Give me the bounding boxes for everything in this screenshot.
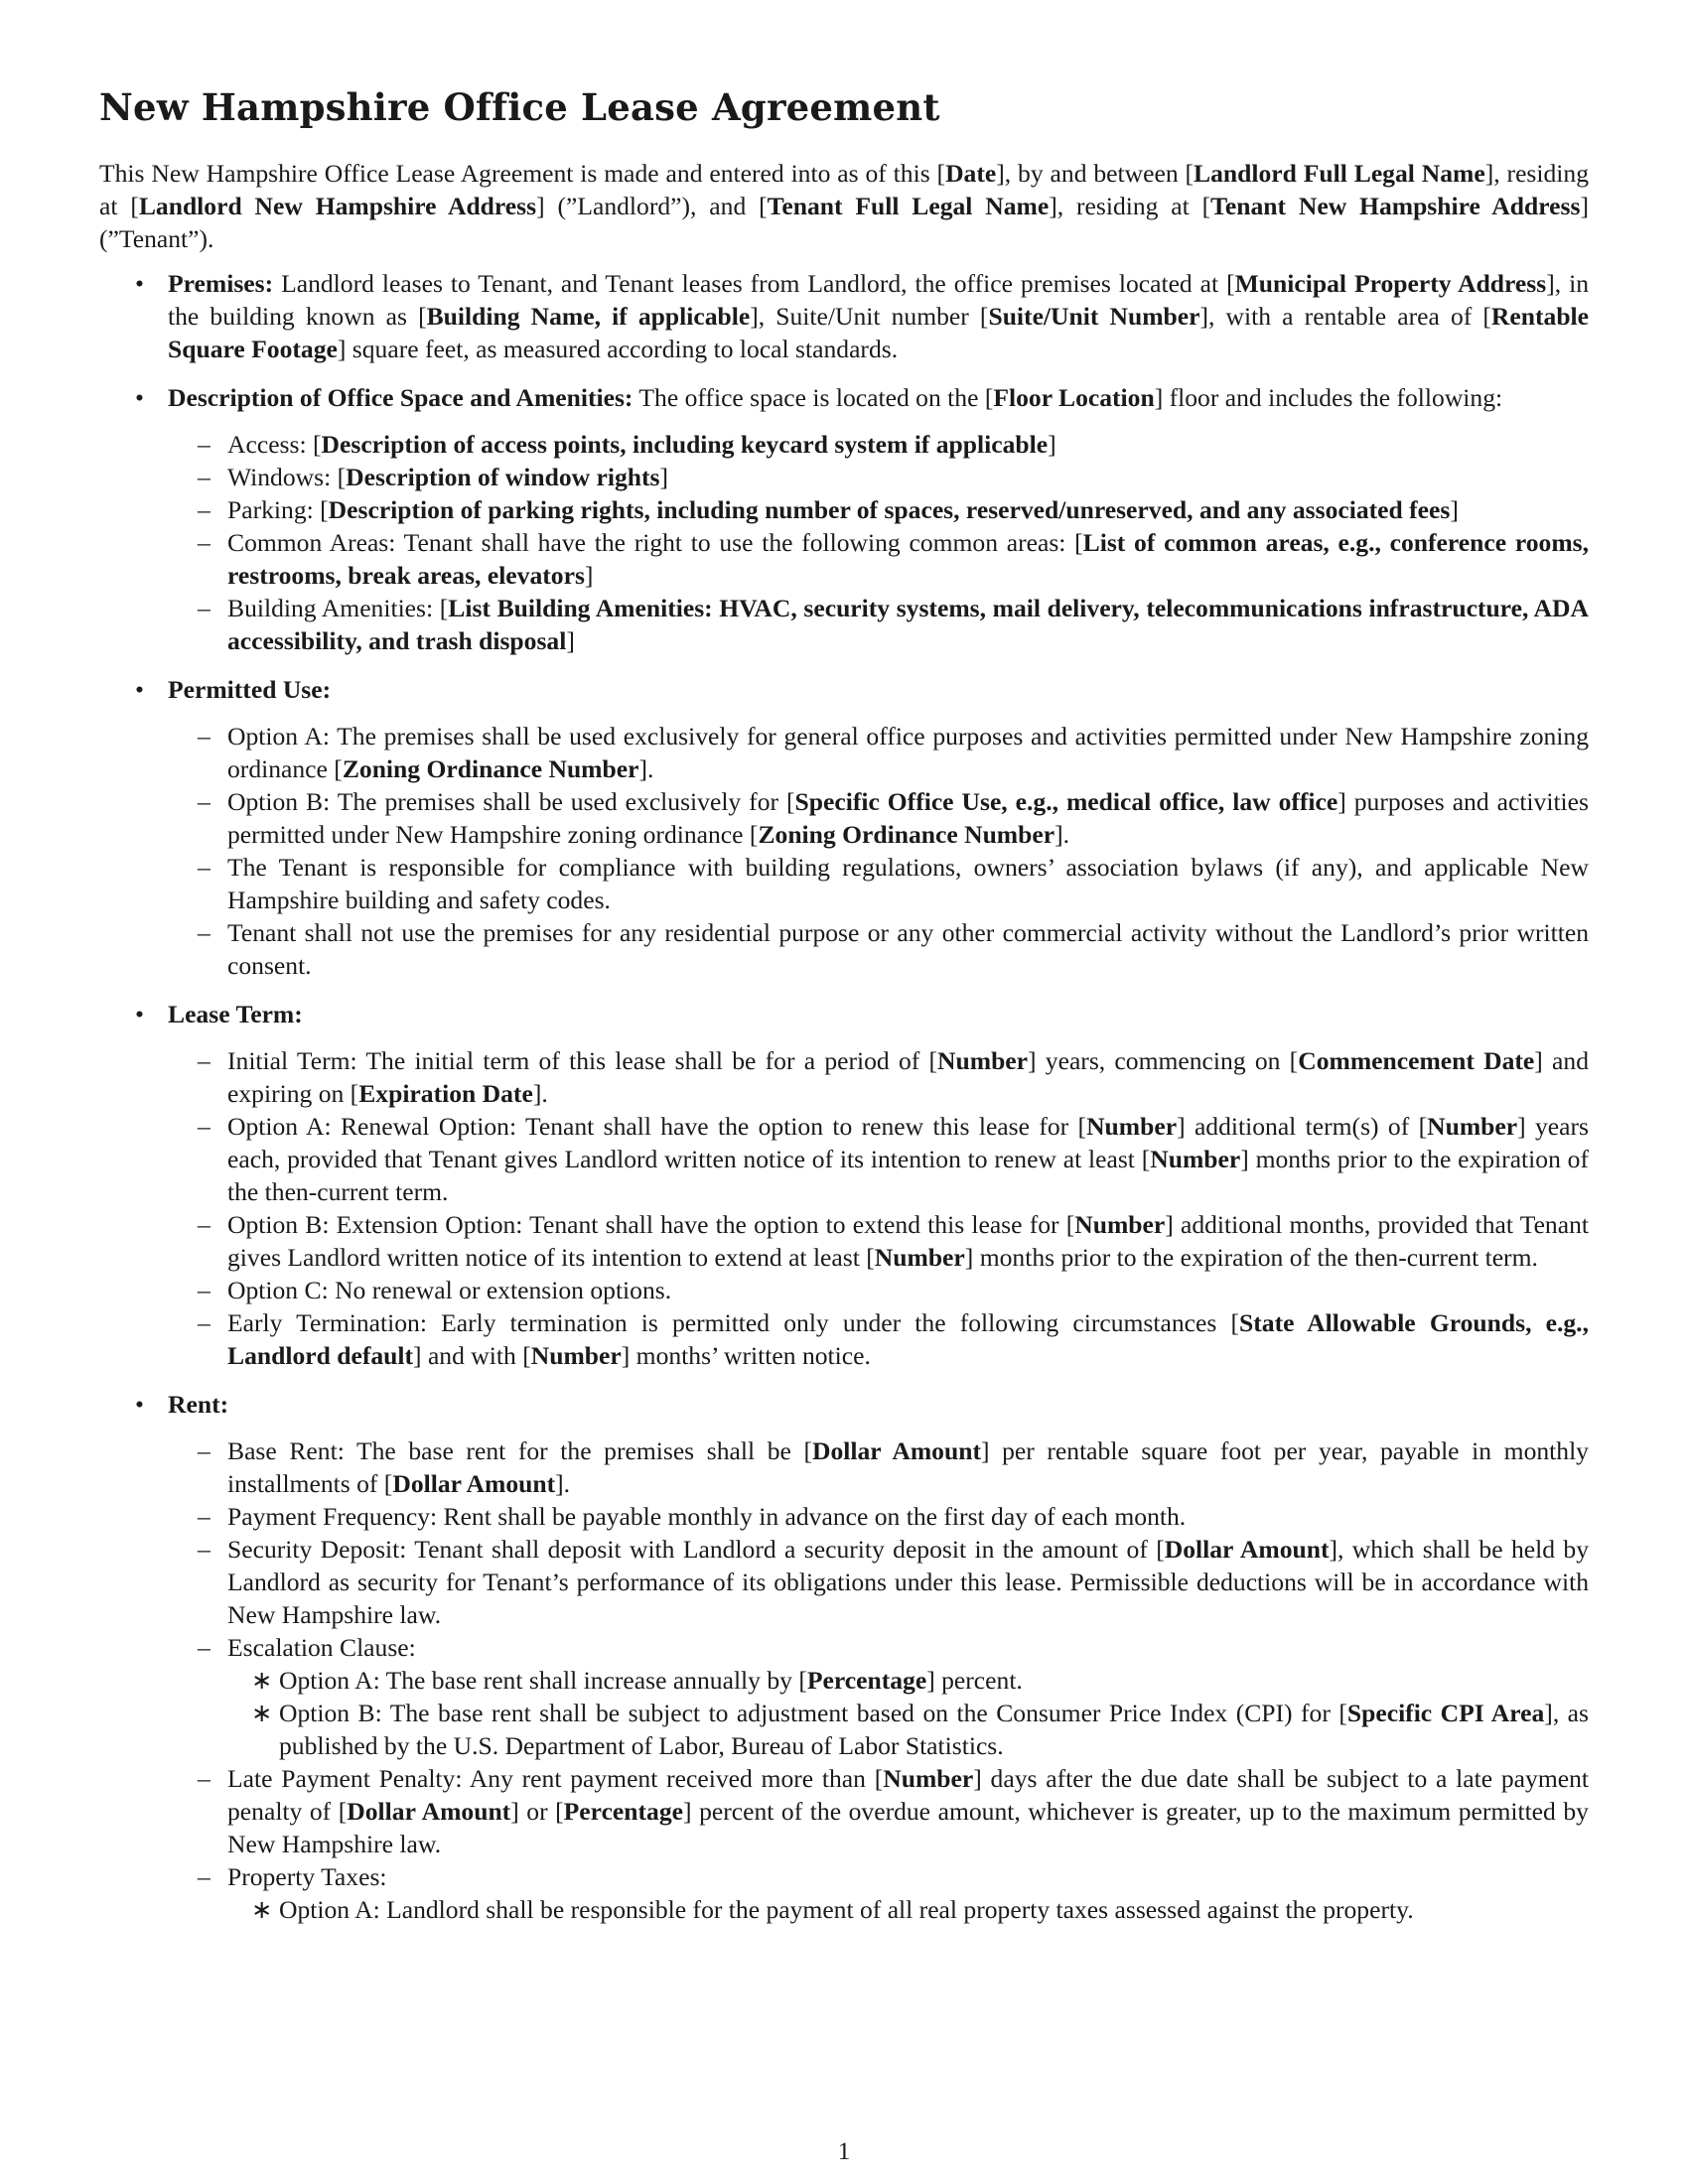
dash-marker: – bbox=[198, 495, 211, 524]
placeholder-field: Description of window rights bbox=[346, 463, 660, 491]
bullet-marker: • bbox=[135, 383, 144, 412]
dash-marker: – bbox=[198, 1764, 211, 1793]
text: ], as published by the U.S. Department of Labor, Bureau of Labor Statistics. bbox=[279, 1699, 1590, 1760]
list-item-windows bbox=[168, 461, 1589, 493]
placeholder-field: Number bbox=[1427, 1112, 1518, 1141]
list-item-no-renewal bbox=[168, 1274, 1589, 1306]
list-item-building-amenities bbox=[168, 592, 1589, 657]
list-item-property-taxes bbox=[168, 1860, 1589, 1926]
placeholder-field: Specific Office Use, e.g., medical office, law office bbox=[794, 787, 1338, 816]
placeholder-field: Number bbox=[1086, 1112, 1178, 1141]
placeholder-field: State Allowable Grounds, e.g., Landlord default bbox=[227, 1308, 1589, 1370]
section-premises bbox=[99, 267, 1589, 365]
text: Landlord leases to Tenant, and Tenant leases from Landlord, the office premises located at [ bbox=[273, 269, 1235, 298]
text: This New Hampshire Office Lease Agreement is made and entered into as of this [ bbox=[99, 159, 946, 188]
text: Building Amenities: [ bbox=[227, 594, 449, 622]
dash-marker: – bbox=[198, 787, 211, 816]
text: Option B: The base rent shall be subject to adjustment based on the Consumer Price Index (CPI) for [ bbox=[279, 1699, 1347, 1727]
text: ] months prior to the expiration of the then-current term. bbox=[227, 1145, 1589, 1206]
section-permitted-use bbox=[99, 673, 1589, 982]
list-item-escalation-b bbox=[227, 1697, 1589, 1762]
placeholder-field: Description of parking rights, including number of spaces, reserved/unreserved, and any associated fees bbox=[328, 495, 1451, 524]
section-list bbox=[99, 267, 1589, 1926]
text: ], in the building known as [ bbox=[168, 269, 1590, 331]
dash-marker: – bbox=[198, 528, 211, 557]
text: ] additional term(s) of [ bbox=[1177, 1112, 1428, 1141]
placeholder-field: Municipal Property Address bbox=[1234, 269, 1547, 298]
dash-marker: – bbox=[198, 1535, 211, 1564]
placeholder-field: Percentage bbox=[806, 1666, 927, 1695]
placeholder-field: Commencement Date bbox=[1298, 1046, 1535, 1075]
text: Security Deposit: Tenant shall deposit with Landlord a security deposit in the amount of [ bbox=[227, 1535, 1165, 1564]
list-item-option-b bbox=[168, 785, 1589, 851]
bullet-marker: • bbox=[135, 1000, 144, 1028]
dash-marker: – bbox=[198, 722, 211, 751]
placeholder-field: Tenant Full Legal Name bbox=[767, 192, 1050, 220]
text: ]. bbox=[638, 754, 654, 783]
section-label: Rent: bbox=[168, 1390, 229, 1419]
text: ] (”Tenant”). bbox=[99, 192, 1589, 253]
placeholder-field: Rentable Square Footage bbox=[168, 302, 1590, 363]
list-item-late-payment bbox=[168, 1762, 1589, 1860]
list-item-early-termination bbox=[168, 1306, 1589, 1372]
text: Property Taxes: bbox=[227, 1862, 387, 1891]
text: ]. bbox=[532, 1079, 548, 1108]
text: ] and expiring on [ bbox=[227, 1046, 1590, 1108]
list-item-compliance bbox=[168, 851, 1589, 916]
text: ]. bbox=[555, 1469, 571, 1498]
list-item-renewal-option bbox=[168, 1110, 1589, 1208]
list-item-access bbox=[168, 428, 1589, 461]
list-item-escalation-clause bbox=[168, 1631, 1589, 1762]
text: ] square feet, as measured according to local standards. bbox=[337, 335, 899, 363]
text: ] or [ bbox=[510, 1797, 564, 1826]
list-item-security-deposit bbox=[168, 1533, 1589, 1631]
section-label: Premises: bbox=[168, 269, 274, 298]
document-title: New Hampshire Office Lease Agreement bbox=[99, 85, 940, 129]
dash-marker: – bbox=[198, 1112, 211, 1141]
list-item-parking bbox=[168, 493, 1589, 526]
text: ]. bbox=[1055, 820, 1070, 849]
placeholder-field: Number bbox=[883, 1764, 974, 1793]
section-label: Lease Term: bbox=[168, 1000, 303, 1028]
text: ], Suite/Unit number [ bbox=[750, 302, 989, 331]
text: Option B: Extension Option: Tenant shall have the option to extend this lease for [ bbox=[227, 1210, 1075, 1239]
subitem-list bbox=[168, 1434, 1589, 1926]
section-rent bbox=[99, 1388, 1589, 1926]
text: Option B: The premises shall be used exclusively for [ bbox=[227, 787, 795, 816]
placeholder-field: Building Name, if applicable bbox=[426, 302, 751, 331]
section-label: Permitted Use: bbox=[168, 675, 332, 704]
list-item-initial-term bbox=[168, 1044, 1589, 1110]
text: ] days after the due date shall be subject to a late payment penalty of [ bbox=[227, 1764, 1589, 1826]
page-number: 1 bbox=[837, 2136, 851, 2165]
text: Late Payment Penalty: Any rent payment received more than [ bbox=[227, 1764, 884, 1793]
subitem-list bbox=[227, 1893, 1589, 1926]
text: ] months’ written notice. bbox=[621, 1341, 871, 1370]
text: ] (”Landlord”), and [ bbox=[536, 192, 768, 220]
text: ] months prior to the expiration of the then-current term. bbox=[964, 1243, 1538, 1272]
subitem-list bbox=[168, 720, 1589, 982]
text: ] years each, provided that Tenant gives Landlord written notice of its intention to renew at least [ bbox=[227, 1112, 1589, 1173]
text: ], which shall be held by Landlord as security for Tenant’s performance of its obligations under this lease. Permissible deductions will be in accordance with New Hampshire law. bbox=[227, 1535, 1589, 1629]
text: Early Termination: Early termination is permitted only under the following circumstances [ bbox=[227, 1308, 1240, 1337]
placeholder-field: Landlord New Hampshire Address bbox=[138, 192, 537, 220]
placeholder-field: Percentage bbox=[563, 1797, 683, 1826]
list-item-extension-option bbox=[168, 1208, 1589, 1274]
list-item-base-rent bbox=[168, 1434, 1589, 1500]
placeholder-field: Suite/Unit Number bbox=[988, 302, 1200, 331]
text: ] bbox=[1450, 495, 1459, 524]
text: ] bbox=[1048, 430, 1056, 459]
dash-marker: – bbox=[198, 1633, 211, 1662]
placeholder-field: List Building Amenities: HVAC, security systems, mail delivery, telecommunications infrastructure, ADA accessibility, and trash disposal bbox=[227, 594, 1590, 655]
text: Base Rent: The base rent for the premises shall be [ bbox=[227, 1436, 812, 1465]
text: ], residing at [ bbox=[99, 159, 1589, 220]
list-item-common-areas bbox=[168, 526, 1589, 592]
section-lease-term bbox=[99, 998, 1589, 1372]
placeholder-field: Specific CPI Area bbox=[1346, 1699, 1545, 1727]
text: ] per rentable square foot per year, payable in monthly installments of [ bbox=[227, 1436, 1589, 1498]
placeholder-field: List of common areas, e.g., conference rooms, restrooms, break areas, elevators bbox=[227, 528, 1589, 590]
subitem-list bbox=[168, 428, 1589, 657]
text: The office space is located on the [ bbox=[633, 383, 994, 412]
placeholder-field: Floor Location bbox=[993, 383, 1155, 412]
dash-marker: – bbox=[198, 918, 211, 947]
text: ] years, commencing on [ bbox=[1028, 1046, 1299, 1075]
text: Windows: [ bbox=[227, 463, 347, 491]
placeholder-field: Expiration Date bbox=[358, 1079, 533, 1108]
placeholder-field: Description of access points, including keycard system if applicable bbox=[321, 430, 1049, 459]
subitem-list bbox=[168, 1044, 1589, 1372]
text: ], by and between [ bbox=[996, 159, 1195, 188]
text: Parking: [ bbox=[227, 495, 329, 524]
placeholder-field: Number bbox=[530, 1341, 622, 1370]
text: ] purposes and activities permitted under New Hampshire zoning ordinance [ bbox=[227, 787, 1589, 849]
text: Payment Frequency: Rent shall be payable monthly in advance on the first day of each month. bbox=[227, 1502, 1187, 1531]
text: Initial Term: The initial term of this lease shall be for a period of [ bbox=[227, 1046, 938, 1075]
text: ] bbox=[566, 626, 575, 655]
subitem-list bbox=[227, 1664, 1589, 1762]
placeholder-field: Dollar Amount bbox=[347, 1797, 511, 1826]
placeholder-field: Landlord Full Legal Name bbox=[1194, 159, 1485, 188]
document-page bbox=[99, 85, 1589, 1942]
text: ] and with [ bbox=[413, 1341, 531, 1370]
text: Option A: The premises shall be used exclusively for general office purposes and activities permitted under New Hampshire zoning ordinance [ bbox=[227, 722, 1589, 783]
intro-paragraph bbox=[99, 157, 1589, 255]
list-item-taxes-a bbox=[227, 1893, 1589, 1926]
dash-marker: – bbox=[198, 1502, 211, 1531]
placeholder-field: Dollar Amount bbox=[1164, 1535, 1330, 1564]
placeholder-field: Tenant New Hampshire Address bbox=[1210, 192, 1581, 220]
text: ] floor and includes the following: bbox=[1154, 383, 1503, 412]
list-item-escalation-a bbox=[227, 1664, 1589, 1697]
text: Access: [ bbox=[227, 430, 322, 459]
placeholder-field: Date bbox=[945, 159, 997, 188]
list-item-no-residential bbox=[168, 916, 1589, 982]
bullet-marker: • bbox=[135, 1390, 144, 1419]
dash-marker: – bbox=[198, 594, 211, 622]
text: ], with a rentable area of [ bbox=[1199, 302, 1491, 331]
dash-marker: – bbox=[198, 1046, 211, 1075]
bullet-marker: • bbox=[135, 269, 144, 298]
placeholder-field: Number bbox=[1074, 1210, 1166, 1239]
bullet-marker: • bbox=[135, 675, 144, 704]
section-label: Description of Office Space and Amenities: bbox=[168, 383, 633, 412]
text: ] bbox=[584, 561, 594, 590]
text: ], residing at [ bbox=[1049, 192, 1211, 220]
star-marker: ∗ bbox=[251, 1666, 273, 1695]
star-marker: ∗ bbox=[251, 1895, 273, 1924]
placeholder-field: Dollar Amount bbox=[392, 1469, 556, 1498]
placeholder-field: Number bbox=[937, 1046, 1029, 1075]
dash-marker: – bbox=[198, 1308, 211, 1337]
placeholder-field: Number bbox=[1150, 1145, 1241, 1173]
placeholder-field: Number bbox=[874, 1243, 965, 1272]
text: ] additional months, provided that Tenant gives Landlord written notice of its intention to extend at least [ bbox=[227, 1210, 1589, 1272]
text: ] percent. bbox=[926, 1666, 1023, 1695]
placeholder-field: Zoning Ordinance Number bbox=[758, 820, 1055, 849]
text: Option A: Renewal Option: Tenant shall have the option to renew this lease for [ bbox=[227, 1112, 1087, 1141]
list-item-option-a bbox=[168, 720, 1589, 785]
dash-marker: – bbox=[198, 463, 211, 491]
dash-marker: – bbox=[198, 853, 211, 882]
dash-marker: – bbox=[198, 1862, 211, 1891]
placeholder-field: Dollar Amount bbox=[811, 1436, 981, 1465]
list-item-payment-frequency bbox=[168, 1500, 1589, 1533]
dash-marker: – bbox=[198, 1210, 211, 1239]
text: Tenant shall not use the premises for any residential purpose or any other commercial activity without the Landlord’s prior written consent. bbox=[227, 918, 1589, 980]
star-marker: ∗ bbox=[251, 1699, 273, 1727]
dash-marker: – bbox=[198, 430, 211, 459]
text: Escalation Clause: bbox=[227, 1633, 416, 1662]
text: ] bbox=[659, 463, 669, 491]
section-description bbox=[99, 381, 1589, 657]
placeholder-field: Zoning Ordinance Number bbox=[342, 754, 639, 783]
text: Option A: The base rent shall increase annually by [ bbox=[279, 1666, 807, 1695]
text: The Tenant is responsible for compliance with building regulations, owners’ association bylaws (if any), and applicable New Hampshire building and safety codes. bbox=[227, 853, 1589, 914]
text: Option C: No renewal or extension options. bbox=[227, 1276, 672, 1304]
text: Option A: Landlord shall be responsible for the payment of all real property taxes assessed against the property. bbox=[279, 1895, 1414, 1924]
text: Common Areas: Tenant shall have the right to use the following common areas: [ bbox=[227, 528, 1083, 557]
dash-marker: – bbox=[198, 1436, 211, 1465]
dash-marker: – bbox=[198, 1276, 211, 1304]
text: ] percent of the overdue amount, whichever is greater, up to the maximum permitted by New Hampshire law. bbox=[227, 1797, 1589, 1858]
